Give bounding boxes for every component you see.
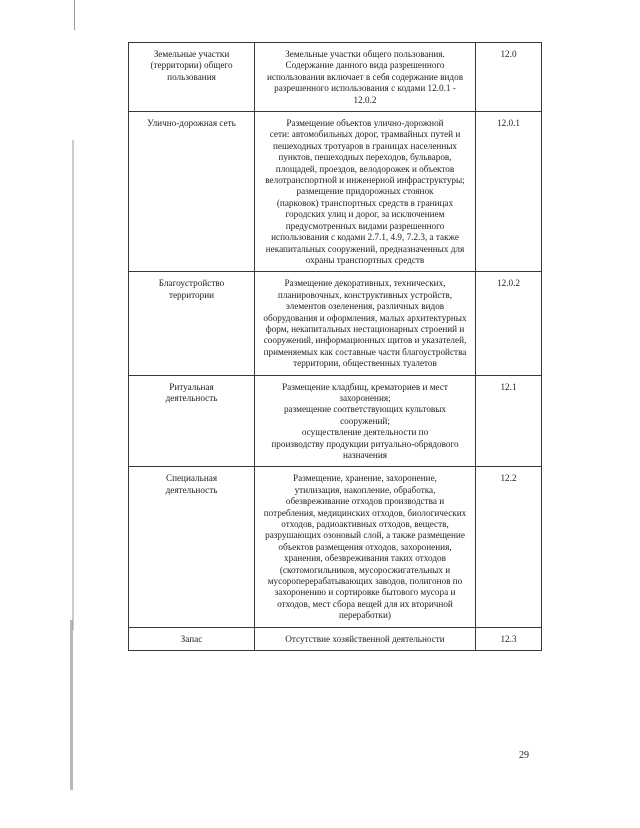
land-use-name-line: деятельность — [165, 484, 218, 495]
description-line: назначения — [342, 450, 387, 460]
land-use-description-cell — [255, 112, 476, 272]
land-use-description-cell — [255, 467, 476, 627]
land-use-code-cell: 12.1 — [476, 375, 542, 467]
land-use-name-line: Благоустройство — [158, 278, 225, 289]
description-line: оборудования и оформления, малых архитектурных — [263, 312, 467, 323]
description-line: хранения, обезвреживания таких отходов — [284, 553, 446, 564]
description-line: планировочных, конструктивных устройств, — [277, 289, 453, 300]
description-line: потребления, медицинских отходов, биологических — [263, 507, 467, 518]
scan-mark — [70, 620, 73, 790]
description-line: Размещение кладбищ, крематориев и мест — [282, 381, 448, 392]
description-line: сети: автомобильных дорог, трамвайных путей и — [269, 129, 461, 140]
description-line: захоронению и сортировке бытового мусора и — [274, 587, 456, 598]
description-line: объектов размещения отходов, захоронения, — [278, 541, 452, 552]
description-line: (скотомогильников, мусоросжигательных и — [279, 564, 451, 575]
description-line: (парковок) транспортных средств в границах — [276, 197, 454, 208]
land-use-name-cell — [129, 375, 255, 467]
land-use-name-line: Специальная — [165, 473, 218, 484]
land-use-name-line: (территории) общего — [150, 60, 233, 71]
description-line: Размещение, хранение, захоронение, — [293, 473, 437, 484]
description-line: отходов, мест сбора вещей для их вторичной — [277, 598, 453, 609]
land-use-description-cell — [255, 375, 476, 467]
scan-mark — [72, 140, 74, 630]
page-number: 29 — [519, 750, 529, 761]
description-line: Размещение объектов улично-дорожной — [286, 118, 444, 129]
table-row — [129, 467, 542, 627]
description-line: применяемых как составные части благоустройства — [263, 346, 467, 357]
land-use-description-cell — [255, 627, 476, 650]
land-use-code-cell: 12.0 — [476, 43, 542, 112]
land-use-table — [128, 42, 542, 651]
description-line: элементов озеленения, различных видов — [285, 301, 445, 312]
description-line: утилизация, накопление, обработка, — [294, 484, 436, 495]
land-use-code-cell: 12.3 — [476, 627, 542, 650]
description-line: разрушающих озоновый слой, а также размещение — [265, 530, 465, 541]
description-line: сооружений; — [340, 415, 390, 426]
table-row — [129, 112, 542, 272]
description-line: использования с кодами 2.7.1, 4.9, 7.2.3, а также — [271, 232, 459, 243]
land-use-description-cell — [255, 43, 476, 112]
description-line: велотранспортной и инженерной инфраструктуры; — [265, 175, 465, 186]
land-use-name-line: Ритуальная — [169, 381, 214, 392]
description-line: Размещение декоративных, технических, — [284, 278, 446, 289]
description-line: территории, общественных туалетов — [293, 358, 437, 369]
description-line: мусороперерабатывающих заводов, полигонов по — [267, 576, 463, 587]
description-line: пунктов, пешеходных переходов, бульваров, — [278, 152, 452, 163]
land-use-name-line: Улично-дорожная сеть — [147, 118, 236, 129]
description-line: Земельные участки общего пользования. — [285, 49, 445, 59]
land-use-code-cell: 12.0.1 — [476, 112, 542, 272]
land-use-name-line: Земельные участки — [153, 49, 230, 59]
land-use-name-cell — [129, 272, 255, 375]
description-line: использования включает в себя содержание видов — [266, 71, 464, 82]
description-line: 12.0.2 — [353, 94, 377, 105]
land-use-name-cell — [129, 467, 255, 627]
land-use-name-cell — [129, 627, 255, 650]
description-line: размещение придорожных стоянок — [296, 186, 434, 197]
table-row — [129, 375, 542, 467]
description-line: площадей, проездов, велодорожек и объектов — [275, 163, 455, 174]
land-use-name-line: пользования — [167, 71, 216, 82]
description-line: предусмотренных видами разрешенного — [285, 220, 445, 231]
description-line: городских улиц и дорог, за исключением — [285, 209, 445, 220]
description-line: разрешенного использования с кодами 12.0.1 - — [274, 83, 456, 94]
description-line: охраны транспортных средств — [305, 254, 425, 265]
scan-mark — [74, 0, 75, 30]
table-row — [129, 272, 542, 375]
table-row — [129, 627, 542, 650]
land-use-name-line: территории — [168, 289, 215, 300]
land-use-name-cell — [129, 112, 255, 272]
description-line: переработки) — [339, 610, 391, 621]
description-line: Отсутствие хозяйственной деятельности — [285, 633, 445, 644]
land-use-code-cell: 12.0.2 — [476, 272, 542, 375]
description-line: производству продукции ритуально-обрядового — [271, 438, 459, 449]
description-line: сооружений, информационных щитов и указателей, — [263, 335, 467, 346]
description-line: обезвреживание отходов производства и — [285, 496, 445, 507]
description-line: захоронения; — [339, 392, 391, 403]
land-use-name-line: деятельность — [165, 392, 218, 403]
description-line: Содержание данного вида разрешенного — [285, 60, 445, 71]
table-row — [129, 43, 542, 112]
land-use-name-cell — [129, 43, 255, 112]
description-line: некапитальных сооружений, предназначенных для — [265, 243, 465, 254]
land-use-name-line: Запас — [180, 633, 203, 644]
table-body — [129, 43, 542, 651]
land-use-code-cell: 12.2 — [476, 467, 542, 627]
description-line: осуществление деятельности по — [301, 427, 429, 438]
description-line: форм, некапитальных нестационарных строений и — [265, 323, 465, 334]
description-line: размещение соответствующих культовых — [283, 404, 447, 415]
description-line: пешеходных тротуаров в границах населенных — [272, 140, 458, 151]
land-use-description-cell — [255, 272, 476, 375]
description-line: отходов, радиоактивных отходов, веществ, — [281, 519, 449, 530]
